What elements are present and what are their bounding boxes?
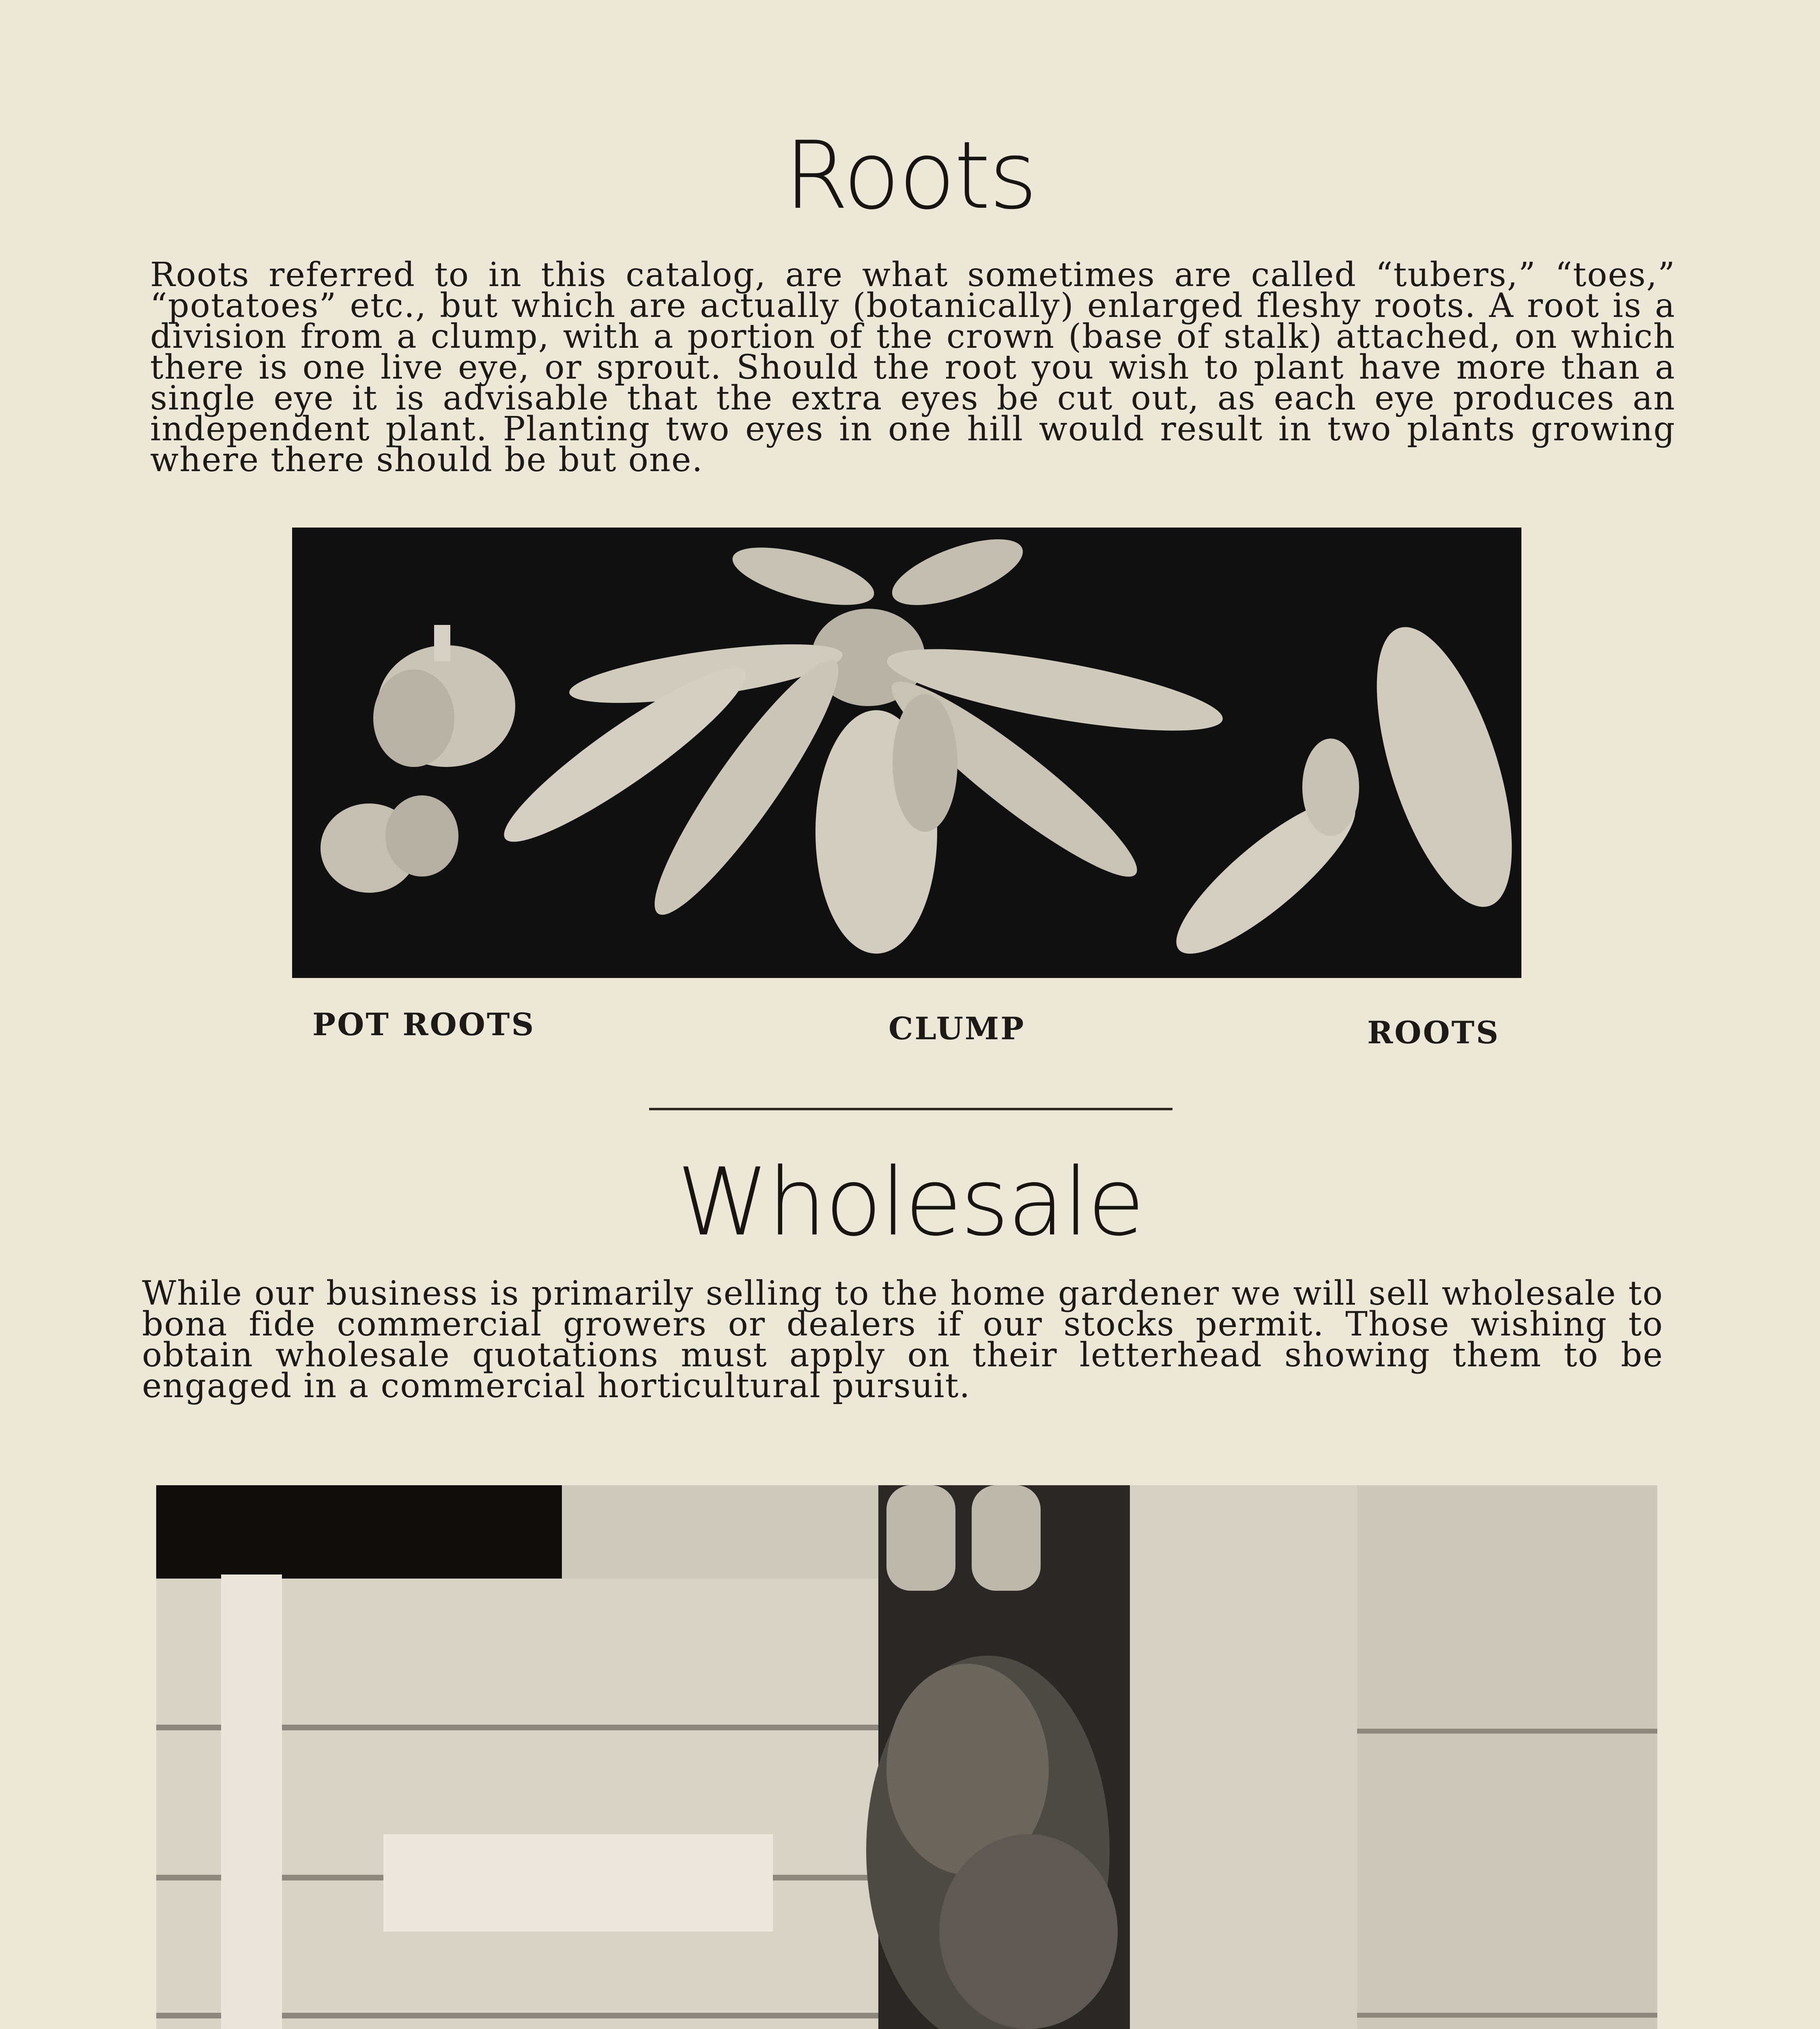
- wholesale-paragraph: While our business is primarily selling to the home gardener we will sell wholesale to bona fide commercial growers or dealers if our stocks permit. Those wishing to obtain wholesale quotations must apply on their letterhead showing them to be engaged in a commercial horticultural pursuit.: [142, 1274, 1663, 1405]
- caption-clump: CLUMP: [888, 1010, 1026, 1047]
- wholesale-heading: Wholesale: [677, 1148, 1143, 1257]
- roots-photo-image: [292, 528, 1521, 978]
- caption-pot-roots: POT ROOTS: [312, 1006, 536, 1043]
- roots-paragraph: Roots referred to in this catalog, are what sometimes are called “tubers,” “toes,” “potatoes” etc., but which are actually (botanically) enlarged fleshy roots. A root is a division from a clump, with a portion of the crown (base of stalk) attached, on which there is one live eye, or sprout. Should the root you wish to plant have more than a single eye it is advisable that the extra eyes be cut out, as each eye produces an independent plant. Planting two eyes in one hill would result in two plants growing where there should be but one.: [150, 256, 1676, 479]
- shipment-photo-image: [156, 1485, 1657, 2029]
- caption-roots: ROOTS: [1367, 1014, 1500, 1051]
- roots-heading: Roots: [784, 122, 1036, 230]
- section-divider: [649, 1108, 1172, 1110]
- roots-photo: [292, 528, 1521, 978]
- shipment-photo: [156, 1485, 1657, 2029]
